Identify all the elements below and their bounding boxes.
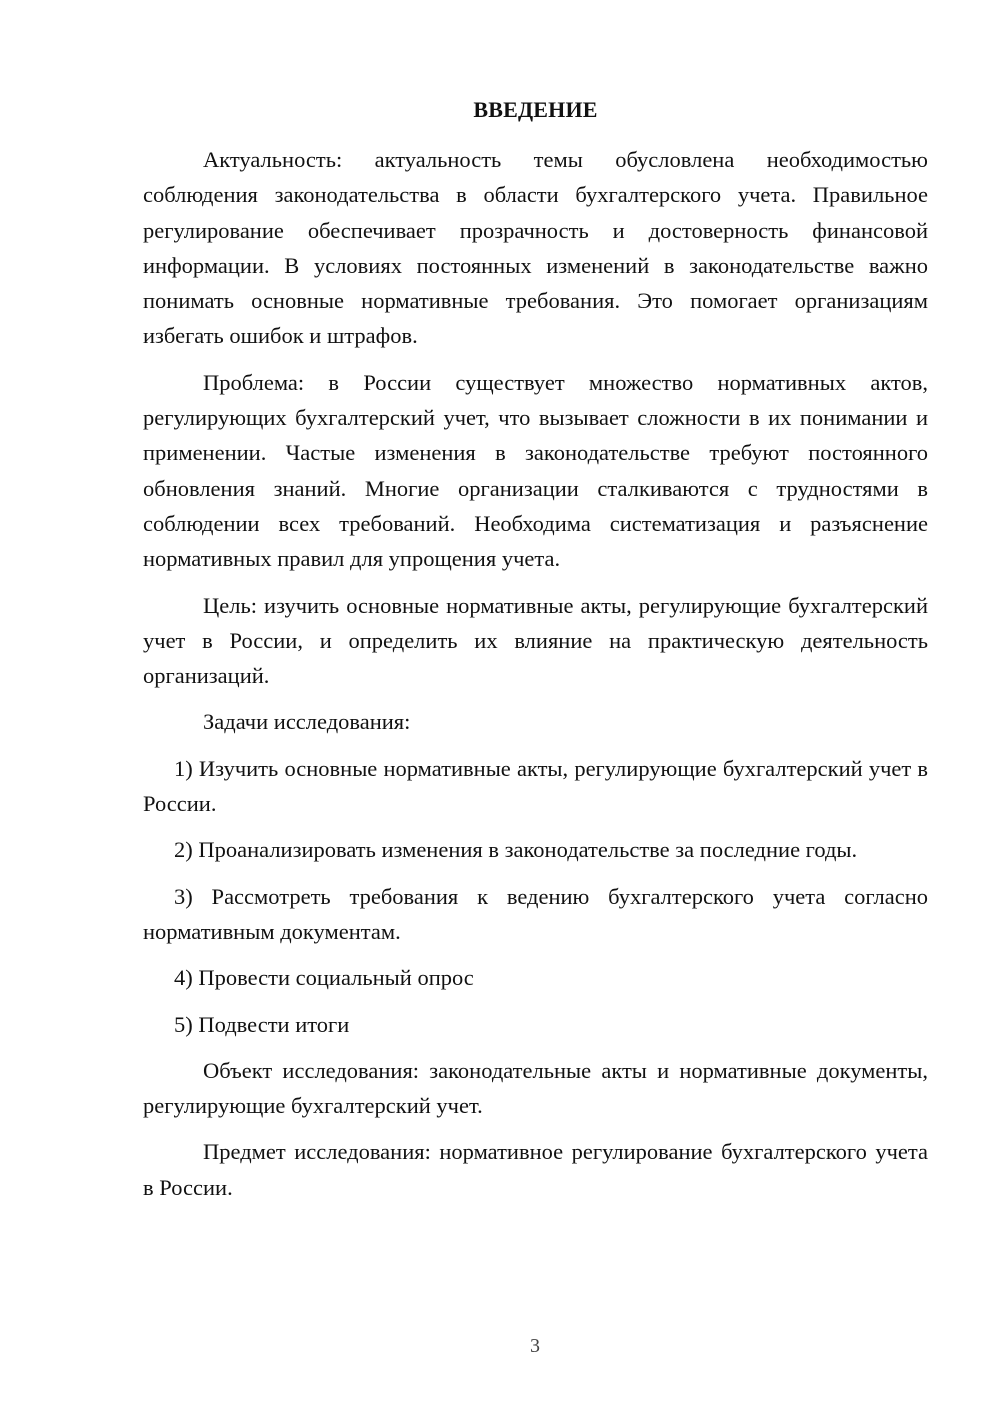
task-item-4: 4) Провести социальный опрос [174,965,474,991]
paragraph-tasks-heading: Задачи исследования: [203,709,411,735]
paragraph-subject: Предмет исследования: нормативное регулирование бухгалтерского учета в России. [143,1139,928,1200]
task-item-5: 5) Подвести итоги [174,1011,350,1037]
task-item-1: 1) Изучить основные нормативные акты, регулирующие бухгалтерский учет в России. [143,755,928,817]
paragraph-goal: Цель: изучить основные нормативные акты, регулирующие бухгалтерский учет в России, и определить их влияние на практическую деятельность организаций. [143,592,928,689]
task-item-2: 2) Проанализировать изменения в законодательстве за последние годы. [174,837,858,863]
paragraph-object: Объект исследования: законодательные акты и нормативные документы, регулирующие бухгалтерский учет. [143,1057,928,1119]
page-content [143,95,928,1216]
paragraph-problem: Проблема: в России существует множество нормативных актов, регулирующих бухгалтерский учет, что вызывает сложности в их понимании и применении. Частые изменения в законодательстве требуют постоянного обновления знаний. Многие организации сталкиваются с трудностями в соблюдении всех требований. Необходима систематизация и разъяснение нормативных правил для упрощения учета. [143,369,928,572]
task-item-3: 3) Рассмотреть требования к ведению бухгалтерского учета согласно нормативным документам. [143,883,928,944]
paragraph-relevance: Актуальность: актуальность темы обусловлена необходимостью соблюдения законодательства в области бухгалтерского учета. Правильное регулирование обеспечивает прозрачность и достоверность финансовой информации. В условиях постоянных изменений в законодательстве важно понимать основные нормативные требования. Это помогает организациям избегать ошибок и штрафов. [143,147,928,349]
page-number: 3 [530,1335,540,1357]
section-title: ВВЕДЕНИЕ [473,97,598,122]
